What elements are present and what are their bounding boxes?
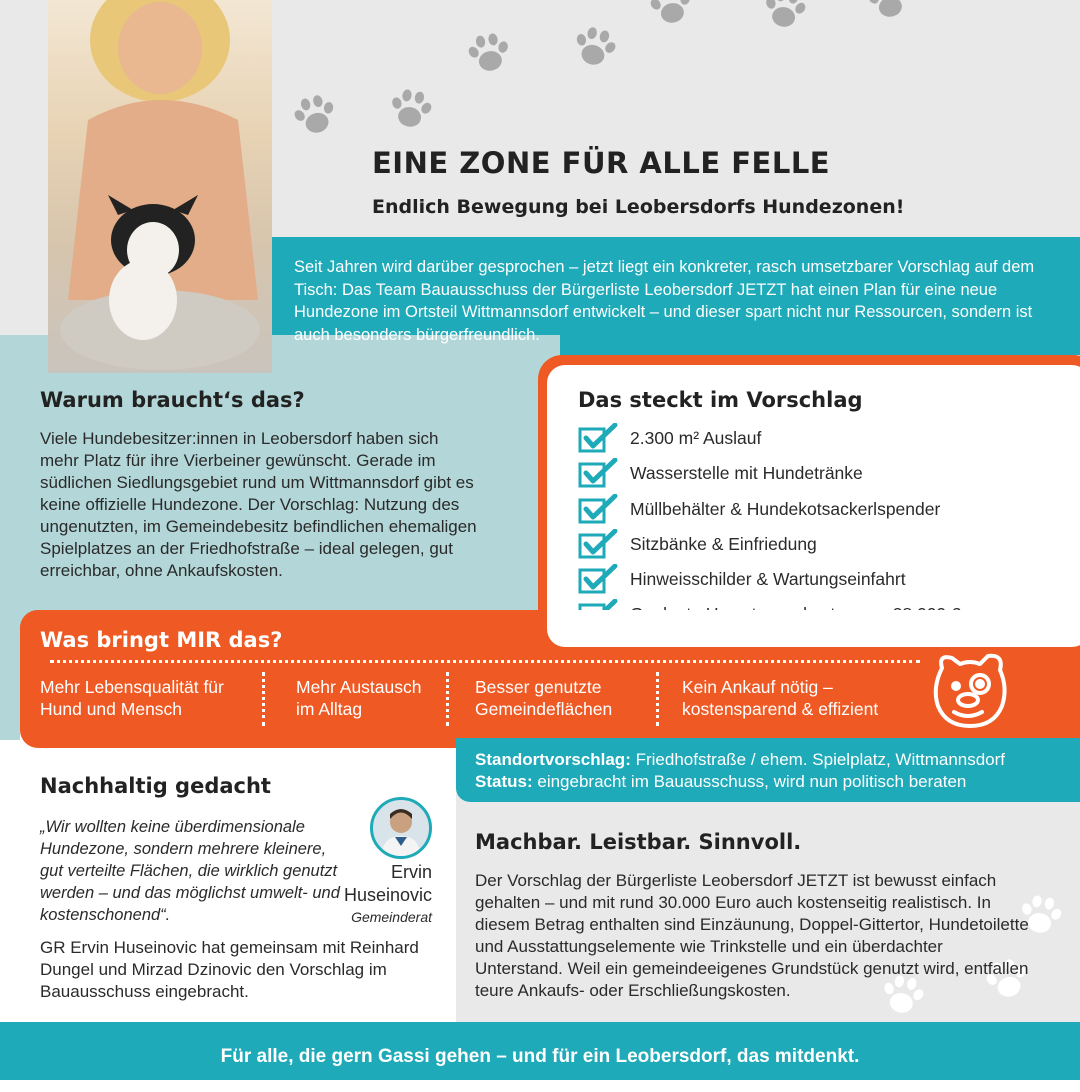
avatar-portrait [373,800,429,856]
page-title: EINE ZONE FÜR ALLE FELLE [372,146,831,180]
location-label: Standortvorschlag: [475,750,631,769]
page-subtitle: Endlich Bewegung bei Leobersdorfs Hundezonen! [372,196,905,218]
benefit-item: Mehr Lebensqualität für Hund und Mensch [40,677,224,719]
benefit-divider [656,672,659,726]
sustainable-text: GR Ervin Huseinovic hat gemeinsam mit Reinhard Dungel und Mirzad Dzinovic den Vorschlag im Bauausschuss eingebracht. [40,938,419,1001]
footer-banner [0,1022,1080,1080]
sustainable-heading: Nachhaltig gedacht [40,774,271,798]
location-box [456,738,1080,802]
intro-text: Seit Jahren wird darüber gesprochen – jetzt liegt ein konkreter, rasch umsetzbarer Vorschlag auf dem Tisch: Das Team Bauausschuss der Bürgerliste Leobersdorf JETZT hat einen Plan für eine neue Hundezone im Ortsteil Wittmannsdorf entwickelt – und dieser spart nicht nur Ressourcen, sondern ist auch besonders bürgerfreundlich. [294,258,1035,344]
photo-illustration [48,0,272,373]
location-line [475,750,1005,770]
checkbox-check-icon [578,423,618,453]
location-value: Friedhofstraße / ehem. Spielplatz, Wittmannsdorf [635,750,1006,769]
woman-with-dog-photo [48,0,272,373]
benefit-item: Kein Ankauf nötig – kostensparend & effizient [682,677,879,719]
why-text: Viele Hundebesitzer:innen in Leobersdorf haben sich mehr Platz für ihre Vierbeiner gewünscht. Gerade im südlichen Siedlungsgebiet rund um Wittmannsdorf gibt es keine offizielle Hundezone. Der Vorschlag: Nutzung des ungenutzten, im Gemeindebesitz befindlichen ehemaligen Spielplatzes an der Friedhofstraße – ideal gelegen, gut erreichbar, ohne Ankaufskosten. [40,429,477,580]
proposal-item [578,423,761,453]
proposal-item-label: Hinweisschilder & Wartungseinfahrt [630,568,906,589]
checkbox-check-icon [578,494,618,524]
person-first-name: Ervin [390,862,432,882]
proposal-box-bottom-cover [547,610,1080,647]
paw-print-icon [462,26,515,79]
footer-text: Für alle, die gern Gassi gehen – und für ein Leobersdorf, das mitdenkt. [220,1046,860,1067]
proposal-item-label: 2.300 m² Auslauf [630,427,762,448]
status-label: Status: [475,772,533,791]
benefits-dotted-divider [50,660,920,663]
benefit-divider [446,672,449,726]
checkbox-check-icon [578,529,618,559]
status-line [475,772,966,792]
status-value: eingebracht im Bauausschuss, wird nun politisch beraten [537,772,967,791]
proposal-item-label: Müllbehälter & Hundekotsackerlspender [630,498,941,519]
benefit-item: Mehr Austausch im Alltag [296,677,422,719]
paw-print-icon [384,82,437,135]
quote-text: „Wir wollten keine überdimensionale Hundezone, sondern mehrere kleinere, gut verteilte Flächen, die wirklich genutzt werden – und das möglichst umwelt- und kostenschonend“. [40,818,340,924]
proposal-item-label: Sitzbänke & Einfriedung [630,533,817,554]
proposal-item [578,564,906,594]
benefit-divider [262,672,265,726]
person-role: Gemeinderat [351,909,432,925]
benefits-heading: Was bringt MIR das? [40,628,283,652]
proposal-item [578,494,940,524]
bulldog-icon [928,648,1012,730]
why-heading: Warum braucht‘s das? [40,388,305,412]
proposal-heading: Das steckt im Vorschlag [578,388,863,412]
left-gray-strip [0,680,20,740]
benefit-item: Besser genutzte Gemeindeflächen [475,677,613,719]
feasible-heading: Machbar. Leistbar. Sinnvoll. [475,830,802,854]
checkbox-check-icon [578,564,618,594]
proposal-item [578,529,817,559]
checkbox-check-icon [578,458,618,488]
avatar [370,797,432,859]
proposal-item-label: Wasserstelle mit Hundetränke [630,462,863,483]
proposal-item [578,458,863,488]
person-last-name: Huseinovic [343,885,432,905]
feasible-text: Der Vorschlag der Bürgerliste Leobersdorf JETZT ist bewusst einfach gehalten – und mit rund 30.000 Euro auch kostenseitig realistisch. In diesem Betrag enthalten sind Einzäunung, Doppel-Gittertor, Hundetoilette und Ausstattungselemente wie Trinkstelle und ein überdachter Unterstand. Weil ein gemeindeeigenes Grundstück genutzt wird, entfallen teure Ankaufs- oder Erschließungskosten. [475,871,1029,1000]
